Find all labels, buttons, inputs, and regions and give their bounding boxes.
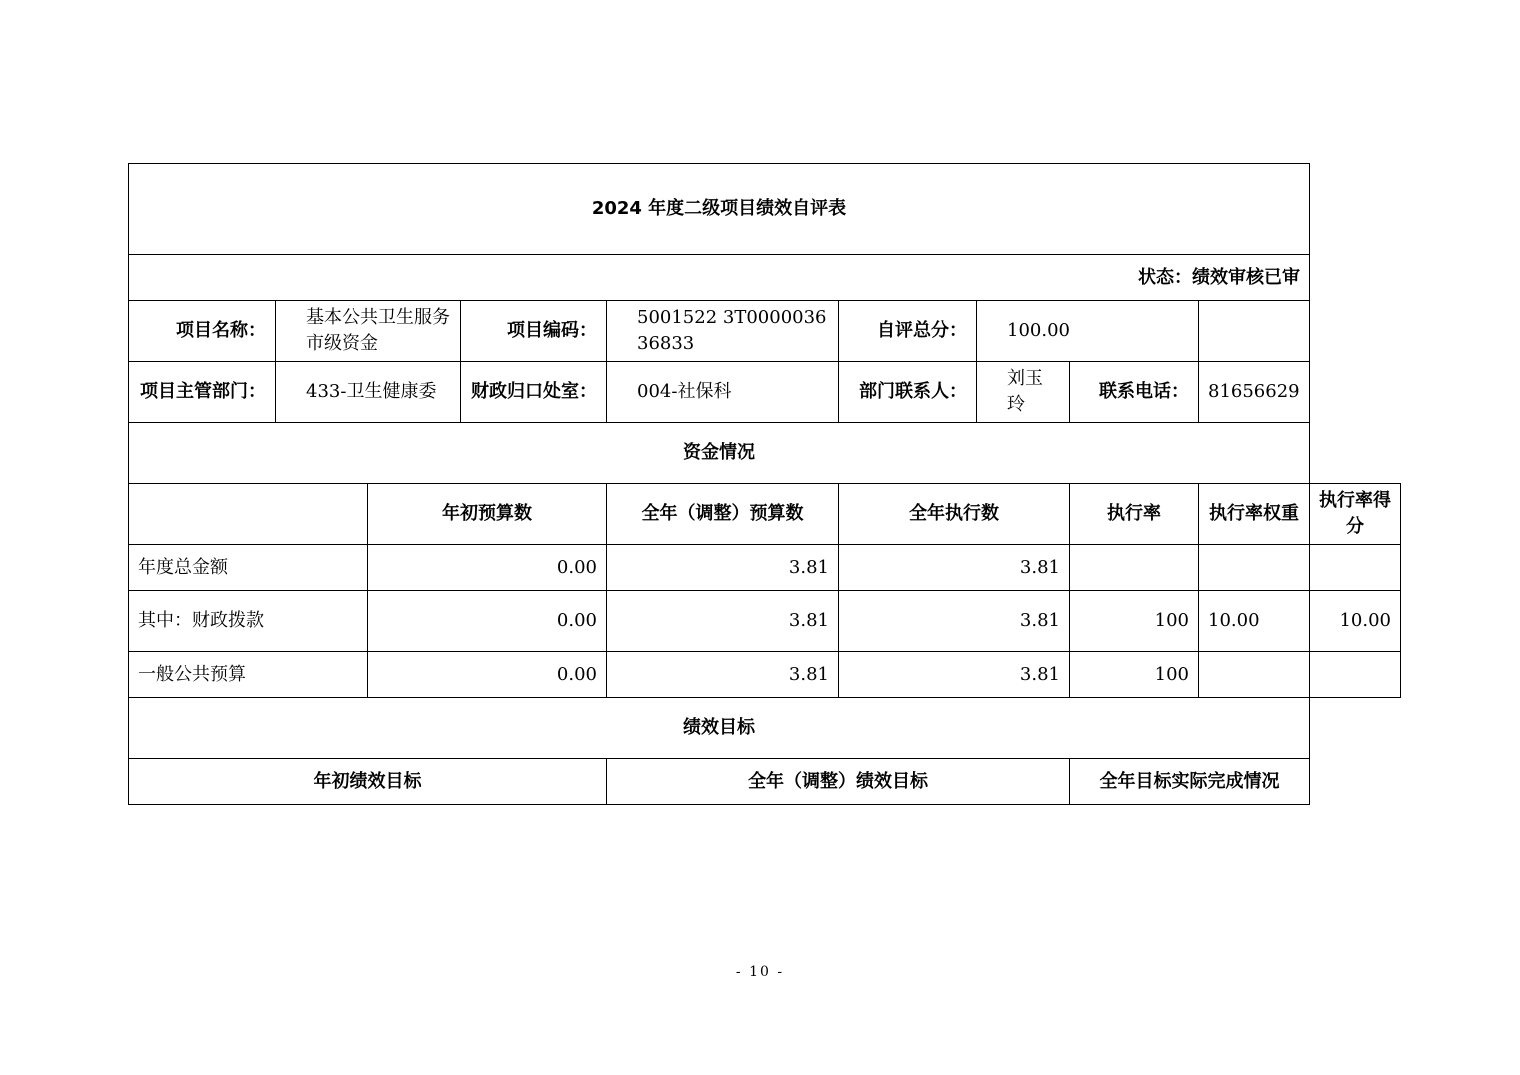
row-score: [1310, 652, 1401, 698]
page-title: 2024 年度二级项目绩效自评表: [129, 164, 1310, 255]
dept-label: 项目主管部门：: [129, 362, 276, 423]
goals-header-actual: 全年目标实际完成情况: [1070, 759, 1310, 805]
table-row: [129, 652, 1401, 698]
row-initial: 0.00: [368, 591, 607, 652]
empty-cell: [1199, 301, 1310, 362]
status-text: 状态：绩效审核已审: [129, 255, 1310, 301]
project-code-value: 5001522 3T000003636833: [607, 301, 839, 362]
goals-section-title: 绩效目标: [129, 698, 1310, 759]
row-rate: [1070, 545, 1199, 591]
goals-header-adjusted: 全年（调整）绩效目标: [607, 759, 1070, 805]
contact-value: 刘玉玲: [977, 362, 1070, 423]
row-executed: 3.81: [839, 652, 1070, 698]
page-number: - 10 -: [735, 964, 785, 980]
project-name-value: 基本公共卫生服务市级资金: [276, 301, 461, 362]
row-label: 一般公共预算: [129, 652, 368, 698]
funds-header-score: 执行率得分: [1310, 484, 1401, 545]
row-weight: [1199, 652, 1310, 698]
row-adjusted: 3.81: [607, 545, 839, 591]
phone-value: 81656629: [1199, 362, 1310, 423]
funds-header-rate: 执行率: [1070, 484, 1199, 545]
row-adjusted: 3.81: [607, 591, 839, 652]
goals-header-initial: 年初绩效目标: [129, 759, 607, 805]
table-row: [129, 591, 1401, 652]
score-label: 自评总分：: [839, 301, 977, 362]
row-initial: 0.00: [368, 545, 607, 591]
table-row: [129, 545, 1401, 591]
row-initial: 0.00: [368, 652, 607, 698]
funds-header-executed: 全年执行数: [839, 484, 1070, 545]
row-rate: 100: [1070, 591, 1199, 652]
dept-value: 433-卫生健康委: [276, 362, 461, 423]
row-score: [1310, 545, 1401, 591]
project-code-label: 项目编码：: [461, 301, 607, 362]
contact-label: 部门联系人：: [839, 362, 977, 423]
funds-header-blank: [129, 484, 368, 545]
row-executed: 3.81: [839, 545, 1070, 591]
funds-header-adjusted: 全年（调整）预算数: [607, 484, 839, 545]
evaluation-sheet: [128, 163, 1401, 805]
row-executed: 3.81: [839, 591, 1070, 652]
row-weight: 10.00: [1199, 591, 1310, 652]
finance-value: 004-社保科: [607, 362, 839, 423]
row-label: 年度总金额: [129, 545, 368, 591]
row-label: 其中：财政拨款: [129, 591, 368, 652]
score-value: 100.00: [977, 301, 1199, 362]
finance-label: 财政归口处室：: [461, 362, 607, 423]
evaluation-table: [128, 163, 1401, 805]
funds-section-title: 资金情况: [129, 423, 1310, 484]
funds-header-weight: 执行率权重: [1199, 484, 1310, 545]
phone-label: 联系电话：: [1070, 362, 1199, 423]
row-rate: 100: [1070, 652, 1199, 698]
project-name-label: 项目名称：: [129, 301, 276, 362]
row-weight: [1199, 545, 1310, 591]
funds-header-initial: 年初预算数: [368, 484, 607, 545]
row-adjusted: 3.81: [607, 652, 839, 698]
row-score: 10.00: [1310, 591, 1401, 652]
